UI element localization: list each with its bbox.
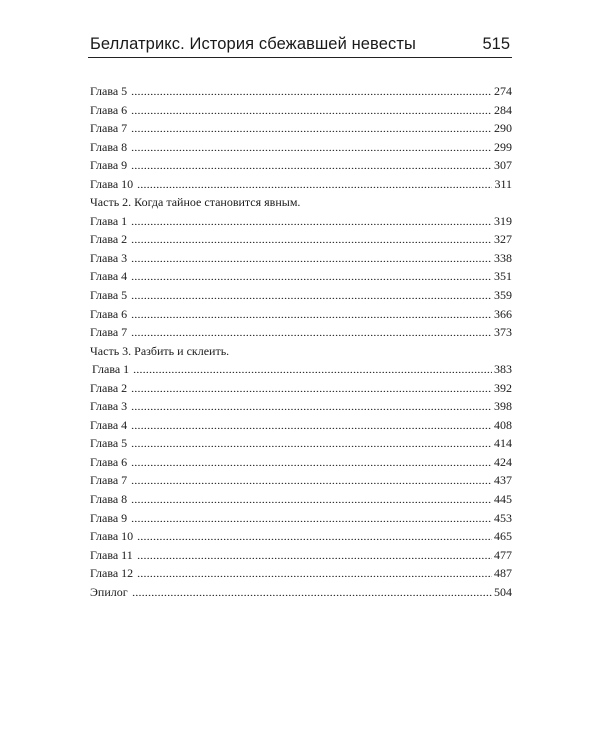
entry-page-number: 414 (494, 436, 512, 451)
dot-leader (131, 308, 492, 318)
entry-page-number: 319 (494, 213, 512, 228)
dot-leader (137, 549, 492, 559)
toc-entry (90, 214, 512, 233)
entry-label: Глава 7 (90, 325, 128, 340)
toc-part-heading (90, 195, 512, 214)
entry-page-number: 373 (494, 325, 512, 340)
entry-page-number: 487 (494, 566, 512, 581)
toc-entry (90, 84, 512, 103)
entry-label: Глава 12 (90, 566, 134, 581)
entry-page-number: 504 (494, 584, 512, 599)
toc-entry (90, 362, 512, 381)
entry-label: Глава 8 (90, 139, 128, 154)
dot-leader (131, 419, 492, 429)
entry-label: Глава 9 (90, 158, 128, 173)
entry-page-number: 366 (494, 306, 512, 321)
entry-page-number: 445 (494, 492, 512, 507)
page-number: 515 (482, 35, 510, 53)
toc-entry (90, 288, 512, 307)
entry-label: Глава 5 (90, 436, 128, 451)
dot-leader (131, 215, 492, 225)
book-title: Беллатрикс. История сбежавшей невесты (90, 35, 416, 53)
entry-page-number: 465 (494, 529, 512, 544)
dot-leader (131, 382, 492, 392)
entry-label: Глава 1 (92, 362, 130, 377)
toc-entry (90, 140, 512, 159)
dot-leader (131, 474, 492, 484)
entry-page-number: 307 (494, 158, 512, 173)
entry-label: Глава 5 (90, 288, 128, 303)
running-header (88, 33, 512, 58)
entry-label: Глава 4 (90, 417, 128, 432)
dot-leader (131, 270, 492, 280)
entry-label: Глава 3 (90, 399, 128, 414)
dot-leader (131, 85, 492, 95)
dot-leader (131, 493, 492, 503)
entry-page-number: 311 (494, 176, 512, 191)
toc-entry (90, 399, 512, 418)
entry-page-number: 437 (494, 473, 512, 488)
entry-page-number: 327 (494, 232, 512, 247)
entry-page-number: 477 (494, 547, 512, 562)
toc-entry (90, 473, 512, 492)
part-title: Часть 3. Разбить и склеить. (90, 343, 230, 358)
dot-leader (131, 326, 492, 336)
entry-label: Глава 11 (90, 547, 133, 562)
dot-leader (131, 104, 492, 114)
entry-label: Глава 5 (90, 84, 128, 98)
entry-label: Глава 8 (90, 492, 128, 507)
entry-label: Глава 6 (90, 306, 128, 321)
toc-entry (90, 492, 512, 511)
table-of-contents (90, 84, 512, 603)
entry-page-number: 359 (494, 288, 512, 303)
entry-page-number: 284 (494, 102, 512, 117)
entry-label: Глава 7 (90, 473, 128, 488)
toc-entry (90, 307, 512, 326)
entry-label: Глава 3 (90, 250, 128, 265)
toc-entry (90, 436, 512, 455)
toc-entry (90, 511, 512, 530)
toc-entry (90, 585, 512, 604)
entry-page-number: 338 (494, 250, 512, 265)
entry-page-number: 398 (494, 399, 512, 414)
dot-leader (131, 512, 492, 522)
entry-label: Глава 1 (90, 213, 128, 228)
toc-entry (90, 455, 512, 474)
entry-label: Глава 10 (90, 176, 134, 191)
dot-leader (137, 178, 492, 188)
dot-leader (131, 159, 492, 169)
entry-page-number: 392 (494, 380, 512, 395)
dot-leader (137, 530, 492, 540)
dot-leader (131, 233, 492, 243)
entry-label: Глава 2 (90, 380, 128, 395)
entry-label: Глава 6 (90, 454, 128, 469)
toc-entry (90, 418, 512, 437)
entry-page-number: 383 (494, 362, 512, 377)
dot-leader (131, 122, 492, 132)
entry-page-number: 274 (494, 84, 512, 98)
toc-entry (90, 269, 512, 288)
toc-entry (90, 103, 512, 122)
entry-label: Глава 6 (90, 102, 128, 117)
dot-leader (137, 567, 492, 577)
toc-entry (90, 158, 512, 177)
toc-entry (90, 381, 512, 400)
dot-leader (131, 400, 492, 410)
entry-label: Глава 10 (90, 529, 134, 544)
entry-label: Глава 2 (90, 232, 128, 247)
dot-leader (131, 289, 492, 299)
dot-leader (132, 586, 492, 596)
dot-leader (133, 363, 492, 373)
dot-leader (131, 456, 492, 466)
entry-page-number: 299 (494, 139, 512, 154)
entry-page-number: 453 (494, 510, 512, 525)
toc-entry (90, 232, 512, 251)
entry-page-number: 424 (494, 454, 512, 469)
toc-entry (90, 548, 512, 567)
toc-entry (90, 177, 512, 196)
dot-leader (131, 437, 492, 447)
toc-entry (90, 325, 512, 344)
entry-page-number: 351 (494, 269, 512, 284)
entry-label: Глава 9 (90, 510, 128, 525)
toc-entry (90, 566, 512, 585)
toc-entry (90, 529, 512, 548)
entry-label: Эпилог (90, 584, 128, 599)
dot-leader (131, 141, 492, 151)
toc-part-heading (90, 344, 512, 363)
entry-page-number: 408 (494, 417, 512, 432)
entry-label: Глава 4 (90, 269, 128, 284)
dot-leader (131, 252, 492, 262)
toc-entry (90, 251, 512, 270)
entry-page-number: 290 (494, 121, 512, 136)
part-title: Часть 2. Когда тайное становится явным. (90, 195, 301, 210)
toc-entry (90, 121, 512, 140)
entry-label: Глава 7 (90, 121, 128, 136)
